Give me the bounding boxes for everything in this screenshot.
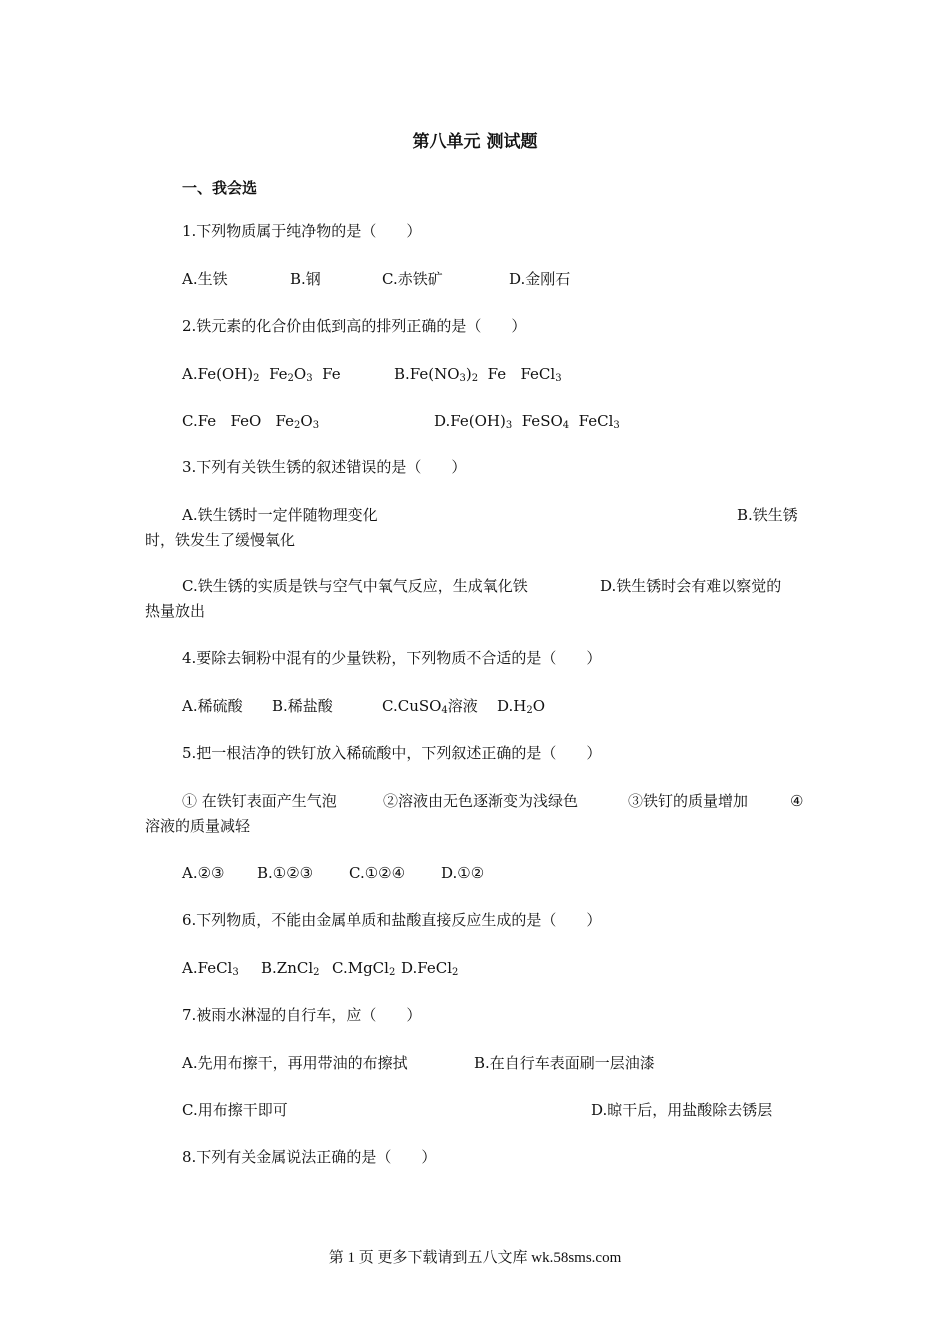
statement-3: ③铁钉的质量增加 [628, 792, 749, 810]
option-a: A.生铁 [182, 270, 228, 288]
statement-1: ① 在铁钉表面产生气泡 [182, 792, 337, 810]
option-d: D.①② [441, 864, 485, 882]
question-4-stem: 4.要除去铜粉中混有的少量铁粉，下列物质不合适的是（ ） [182, 649, 602, 667]
option-b: B.①②③ [257, 864, 314, 882]
option-c: C.CuSO$_4$溶液 [382, 697, 478, 716]
option-a: A.先用布擦干，再用带油的布擦拭 [182, 1054, 408, 1072]
statement-4-continued: 溶液的质量减轻 [145, 817, 251, 835]
option-d: D.晾干后，用盐酸除去锈层 [591, 1101, 773, 1119]
option-d: $D.Fe(OH)_3$ FeSO$_4$ FeCl$_3$ [434, 412, 620, 431]
question-1-stem: 1.下列物质属于纯净物的是（ ） [182, 222, 422, 240]
question-7-stem: 7.被雨水淋湿的自行车，应（ ） [182, 1006, 422, 1024]
page-title: 第八单元 测试题 [412, 132, 538, 152]
option-c: C.铁生锈的实质是铁与空气中氧气反应，生成氧化铁 [182, 577, 528, 595]
option-d: $D.H_2O$ [497, 697, 546, 716]
option-d: D.FeCl$_2$ [401, 959, 459, 978]
option-a: A.铁生锈时一定伴随物理变化 [182, 506, 378, 524]
option-b: B.在自行车表面刷一层油漆 [474, 1054, 655, 1072]
option-c: C.①②④ [349, 864, 406, 882]
question-3-stem: 3.下列有关铁生锈的叙述错误的是（ ） [182, 458, 467, 476]
option-a: A.②③ [182, 864, 225, 882]
option-b-continued: 时，铁发生了缓慢氧化 [145, 531, 296, 549]
page-footer: 第 1 页 更多下载请到五八文库 wk.58sms.com [328, 1250, 622, 1266]
option-b: B.铁生锈 [737, 506, 798, 524]
option-a: A.稀硫酸 [182, 697, 243, 715]
section-heading: 一、我会选 [182, 179, 258, 197]
option-b: $B.Fe(NO_3)_2$ Fe FeCl$_3$ [394, 365, 562, 384]
statement-2: ②溶液由无色逐渐变为浅绿色 [383, 792, 579, 810]
option-d-continued: 热量放出 [145, 602, 206, 620]
option-b: B.钢 [290, 270, 321, 288]
option-a: A.FeCl$_3$ [182, 959, 239, 978]
option-d: D.铁生锈时会有难以察觉的 [600, 577, 782, 595]
option-c: C.赤铁矿 [382, 270, 443, 288]
question-5-stem: 5.把一根洁净的铁钉放入稀硫酸中，下列叙述正确的是（ ） [182, 744, 602, 762]
option-c: C.Fe FeO $Fe_2O_3$ [182, 412, 320, 431]
option-c: C.用布擦干即可 [182, 1101, 288, 1119]
option-a: $A.Fe(OH)_2$ $Fe_2O_3$ Fe [182, 365, 341, 384]
option-d: D.金刚石 [509, 270, 571, 288]
statement-4: ④ [790, 792, 804, 810]
question-8-stem: 8.下列有关金属说法正确的是（ ） [182, 1148, 437, 1166]
option-b: B.稀盐酸 [272, 697, 333, 715]
question-6-stem: 6.下列物质，不能由金属单质和盐酸直接反应生成的是（ ） [182, 911, 602, 929]
option-b: B.ZnCl$_2$ [261, 959, 320, 978]
question-2-stem: 2.铁元素的化合价由低到高的排列正确的是（ ） [182, 317, 527, 335]
option-c: C.MgCl$_2$ [332, 959, 396, 978]
